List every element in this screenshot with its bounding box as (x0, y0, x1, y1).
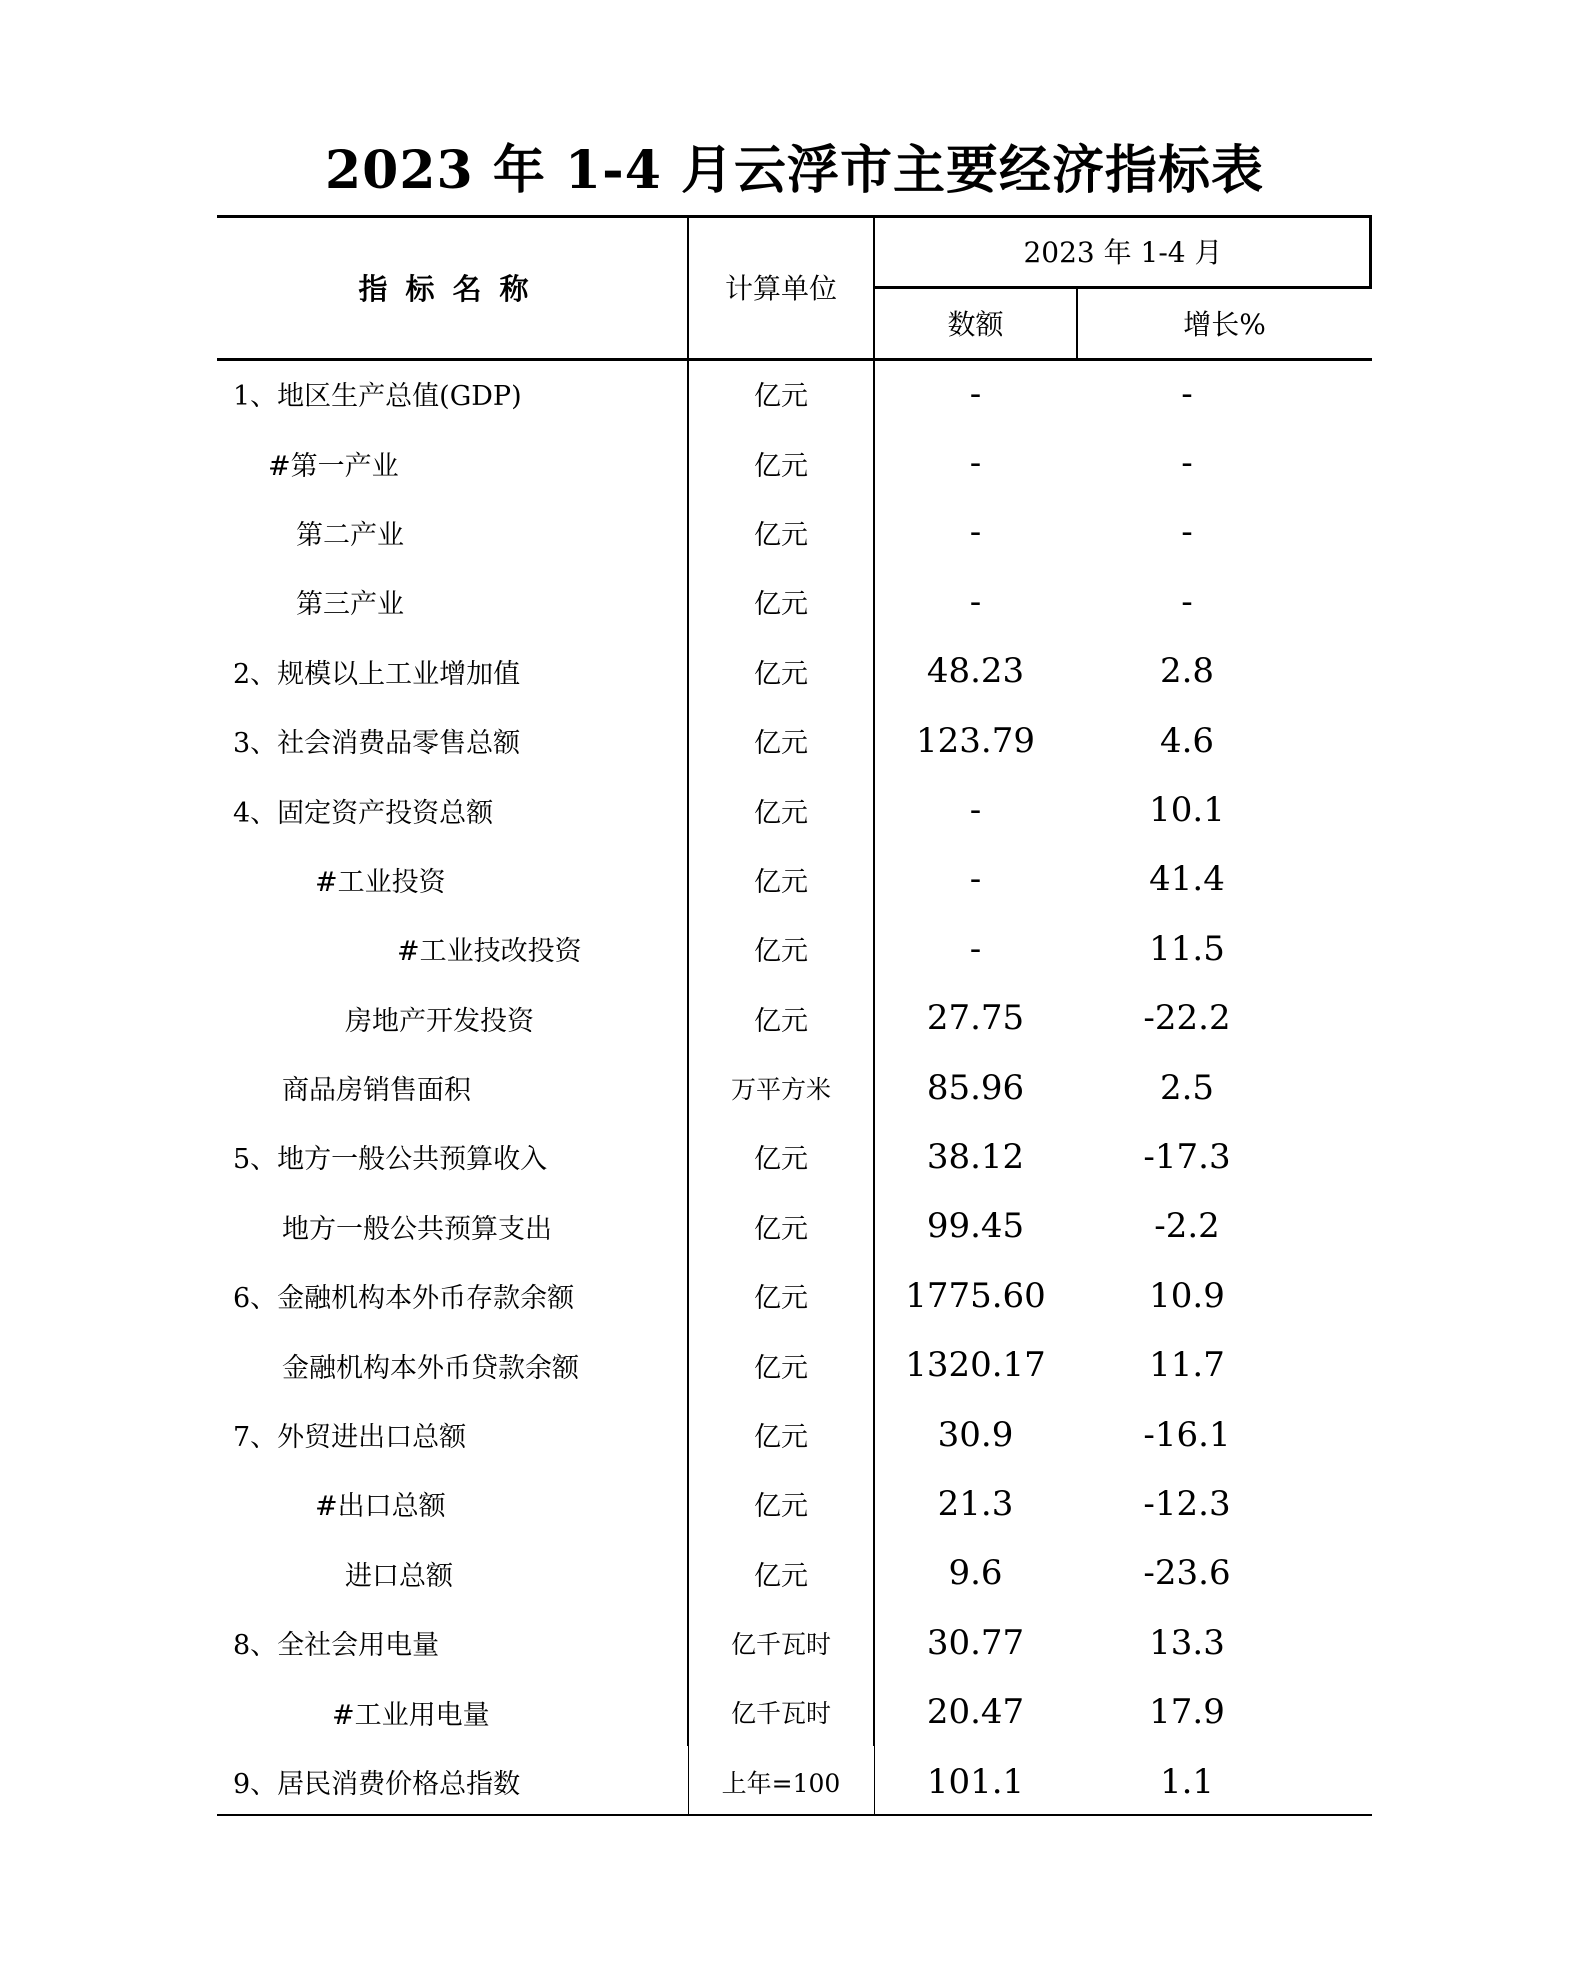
indicator-value: 101.1 (926, 1761, 1025, 1802)
indicator-unit: 万平方米 (730, 1074, 831, 1104)
page-title: 2023 年 1-4 月云浮市主要经济指标表 (325, 140, 1264, 201)
table-row (217, 845, 1372, 914)
indicator-name: 3、社会消费品零售总额 (233, 728, 521, 760)
indicator-growth: 41.4 (1149, 859, 1225, 900)
header-unit: 计算单位 (724, 272, 837, 305)
indicator-unit: 亿元 (754, 1352, 808, 1384)
indicator-name: 9、居民消费价格总指数 (233, 1769, 521, 1800)
indicator-name: 第三产业 (296, 589, 404, 621)
header-value: 数额 (947, 308, 1004, 341)
indicator-growth: 10.9 (1149, 1275, 1225, 1316)
indicator-value: 30.9 (937, 1414, 1014, 1455)
indicator-value: - (969, 928, 982, 969)
indicator-unit: 亿元 (754, 1144, 808, 1176)
indicator-name: #工业投资 (315, 866, 446, 898)
table-row (217, 359, 1372, 428)
indicator-unit: 亿元 (754, 797, 808, 829)
indicator-unit: 亿元 (754, 1283, 808, 1315)
indicator-unit: 亿元 (754, 1422, 808, 1454)
indicator-growth: - (1181, 581, 1193, 622)
table-row (217, 567, 1372, 636)
indicator-value: 123.79 (916, 720, 1035, 761)
table-row (217, 1677, 1372, 1746)
indicator-value: - (969, 373, 982, 414)
indicator-name: 5、地方一般公共预算收入 (233, 1144, 548, 1176)
indicator-unit: 亿元 (754, 519, 808, 551)
table-row (217, 498, 1372, 567)
table-row (217, 775, 1372, 844)
indicator-growth: - (1181, 373, 1193, 414)
header-growth: 增长% (1183, 308, 1266, 341)
indicator-growth: 11.7 (1149, 1345, 1225, 1386)
indicator-growth: 10.1 (1149, 790, 1225, 831)
indicator-value: - (969, 512, 982, 553)
indicator-growth: 2.5 (1159, 1067, 1215, 1108)
table-row (217, 1330, 1372, 1399)
indicator-value: 48.23 (926, 651, 1025, 692)
indicator-unit: 亿元 (754, 1005, 808, 1037)
indicator-name: 7、外贸进出口总额 (233, 1422, 467, 1454)
table-row (217, 706, 1372, 775)
indicator-value: 9.6 (948, 1553, 1003, 1594)
indicator-name: #第一产业 (268, 450, 399, 482)
indicator-unit: 亿元 (754, 866, 808, 898)
indicator-name: 8、全社会用电量 (233, 1630, 440, 1662)
indicator-growth: -12.3 (1143, 1483, 1231, 1524)
indicator-name: 地方一般公共预算支出 (282, 1213, 552, 1245)
economic-indicators-table (217, 215, 1372, 1816)
indicator-growth: 1.1 (1159, 1761, 1215, 1802)
indicator-value: 21.3 (937, 1483, 1014, 1524)
header-period: 2023 年 1-4 月 (1023, 236, 1223, 269)
indicator-name: 4、固定资产投资总额 (233, 797, 494, 829)
table-body (217, 359, 1372, 1816)
indicator-growth: 17.9 (1149, 1692, 1225, 1733)
table-row (217, 1747, 1372, 1816)
indicator-growth: 11.5 (1149, 928, 1225, 969)
indicator-growth: -17.3 (1143, 1136, 1231, 1177)
indicator-value: 1320.17 (905, 1345, 1046, 1386)
indicator-name: 金融机构本外币贷款余额 (282, 1352, 579, 1384)
table-row (217, 1261, 1372, 1330)
indicator-unit: 上年=100 (721, 1768, 841, 1798)
indicator-unit: 亿元 (754, 381, 808, 413)
indicator-unit: 亿千瓦时 (730, 1629, 831, 1659)
indicator-value: - (969, 859, 982, 900)
indicator-unit: 亿元 (754, 728, 808, 760)
indicator-unit: 亿元 (754, 1213, 808, 1245)
table-row (217, 428, 1372, 497)
table-row (217, 1469, 1372, 1538)
indicator-unit: 亿元 (754, 936, 808, 968)
indicator-name: 2、规模以上工业增加值 (233, 658, 521, 690)
indicator-name: 房地产开发投资 (345, 1005, 534, 1037)
indicator-growth: -23.6 (1143, 1553, 1231, 1594)
header-indicator-name: 指标名称 (358, 271, 547, 306)
table-row (217, 1400, 1372, 1469)
indicator-unit: 亿元 (754, 589, 808, 621)
indicator-value: 27.75 (926, 998, 1025, 1039)
indicator-growth: - (1181, 443, 1193, 484)
indicator-unit: 亿千瓦时 (730, 1699, 831, 1729)
table-row (217, 984, 1372, 1053)
indicator-name: 第二产业 (296, 519, 404, 551)
indicator-name: #工业技改投资 (397, 936, 582, 968)
indicator-value: - (969, 581, 982, 622)
indicator-growth: 2.8 (1159, 651, 1215, 692)
table-row (217, 1539, 1372, 1608)
indicator-unit: 亿元 (754, 1491, 808, 1523)
table-row (217, 914, 1372, 983)
indicator-name: 商品房销售面积 (282, 1075, 471, 1107)
indicator-growth: -16.1 (1143, 1414, 1231, 1455)
indicator-value: 38.12 (926, 1136, 1025, 1177)
table-row (217, 1608, 1372, 1677)
indicator-growth: - (1181, 512, 1193, 553)
table-row (217, 1053, 1372, 1122)
table-row (217, 1122, 1372, 1191)
indicator-unit: 亿元 (754, 1560, 808, 1592)
table-row (217, 637, 1372, 706)
indicator-value: 99.45 (926, 1206, 1025, 1247)
indicator-value: - (969, 790, 982, 831)
indicator-value: 30.77 (926, 1622, 1025, 1663)
indicator-name: #出口总额 (315, 1491, 446, 1523)
indicator-name: 6、金融机构本外币存款余额 (233, 1283, 575, 1315)
indicator-growth: 13.3 (1149, 1622, 1225, 1663)
indicator-growth: 4.6 (1159, 720, 1215, 761)
table-row (217, 1192, 1372, 1261)
indicator-value: 20.47 (926, 1692, 1025, 1733)
indicator-value: 85.96 (926, 1067, 1025, 1108)
indicator-growth: -22.2 (1143, 998, 1231, 1039)
indicator-value: 1775.60 (905, 1275, 1046, 1316)
indicator-growth: -2.2 (1154, 1206, 1220, 1247)
indicator-name: #工业用电量 (332, 1699, 490, 1731)
indicator-name: 1、地区生产总值(GDP) (233, 381, 522, 413)
indicator-name: 进口总额 (345, 1560, 453, 1592)
indicator-unit: 亿元 (754, 450, 808, 482)
indicator-unit: 亿元 (754, 658, 808, 690)
indicator-value: - (969, 443, 982, 484)
